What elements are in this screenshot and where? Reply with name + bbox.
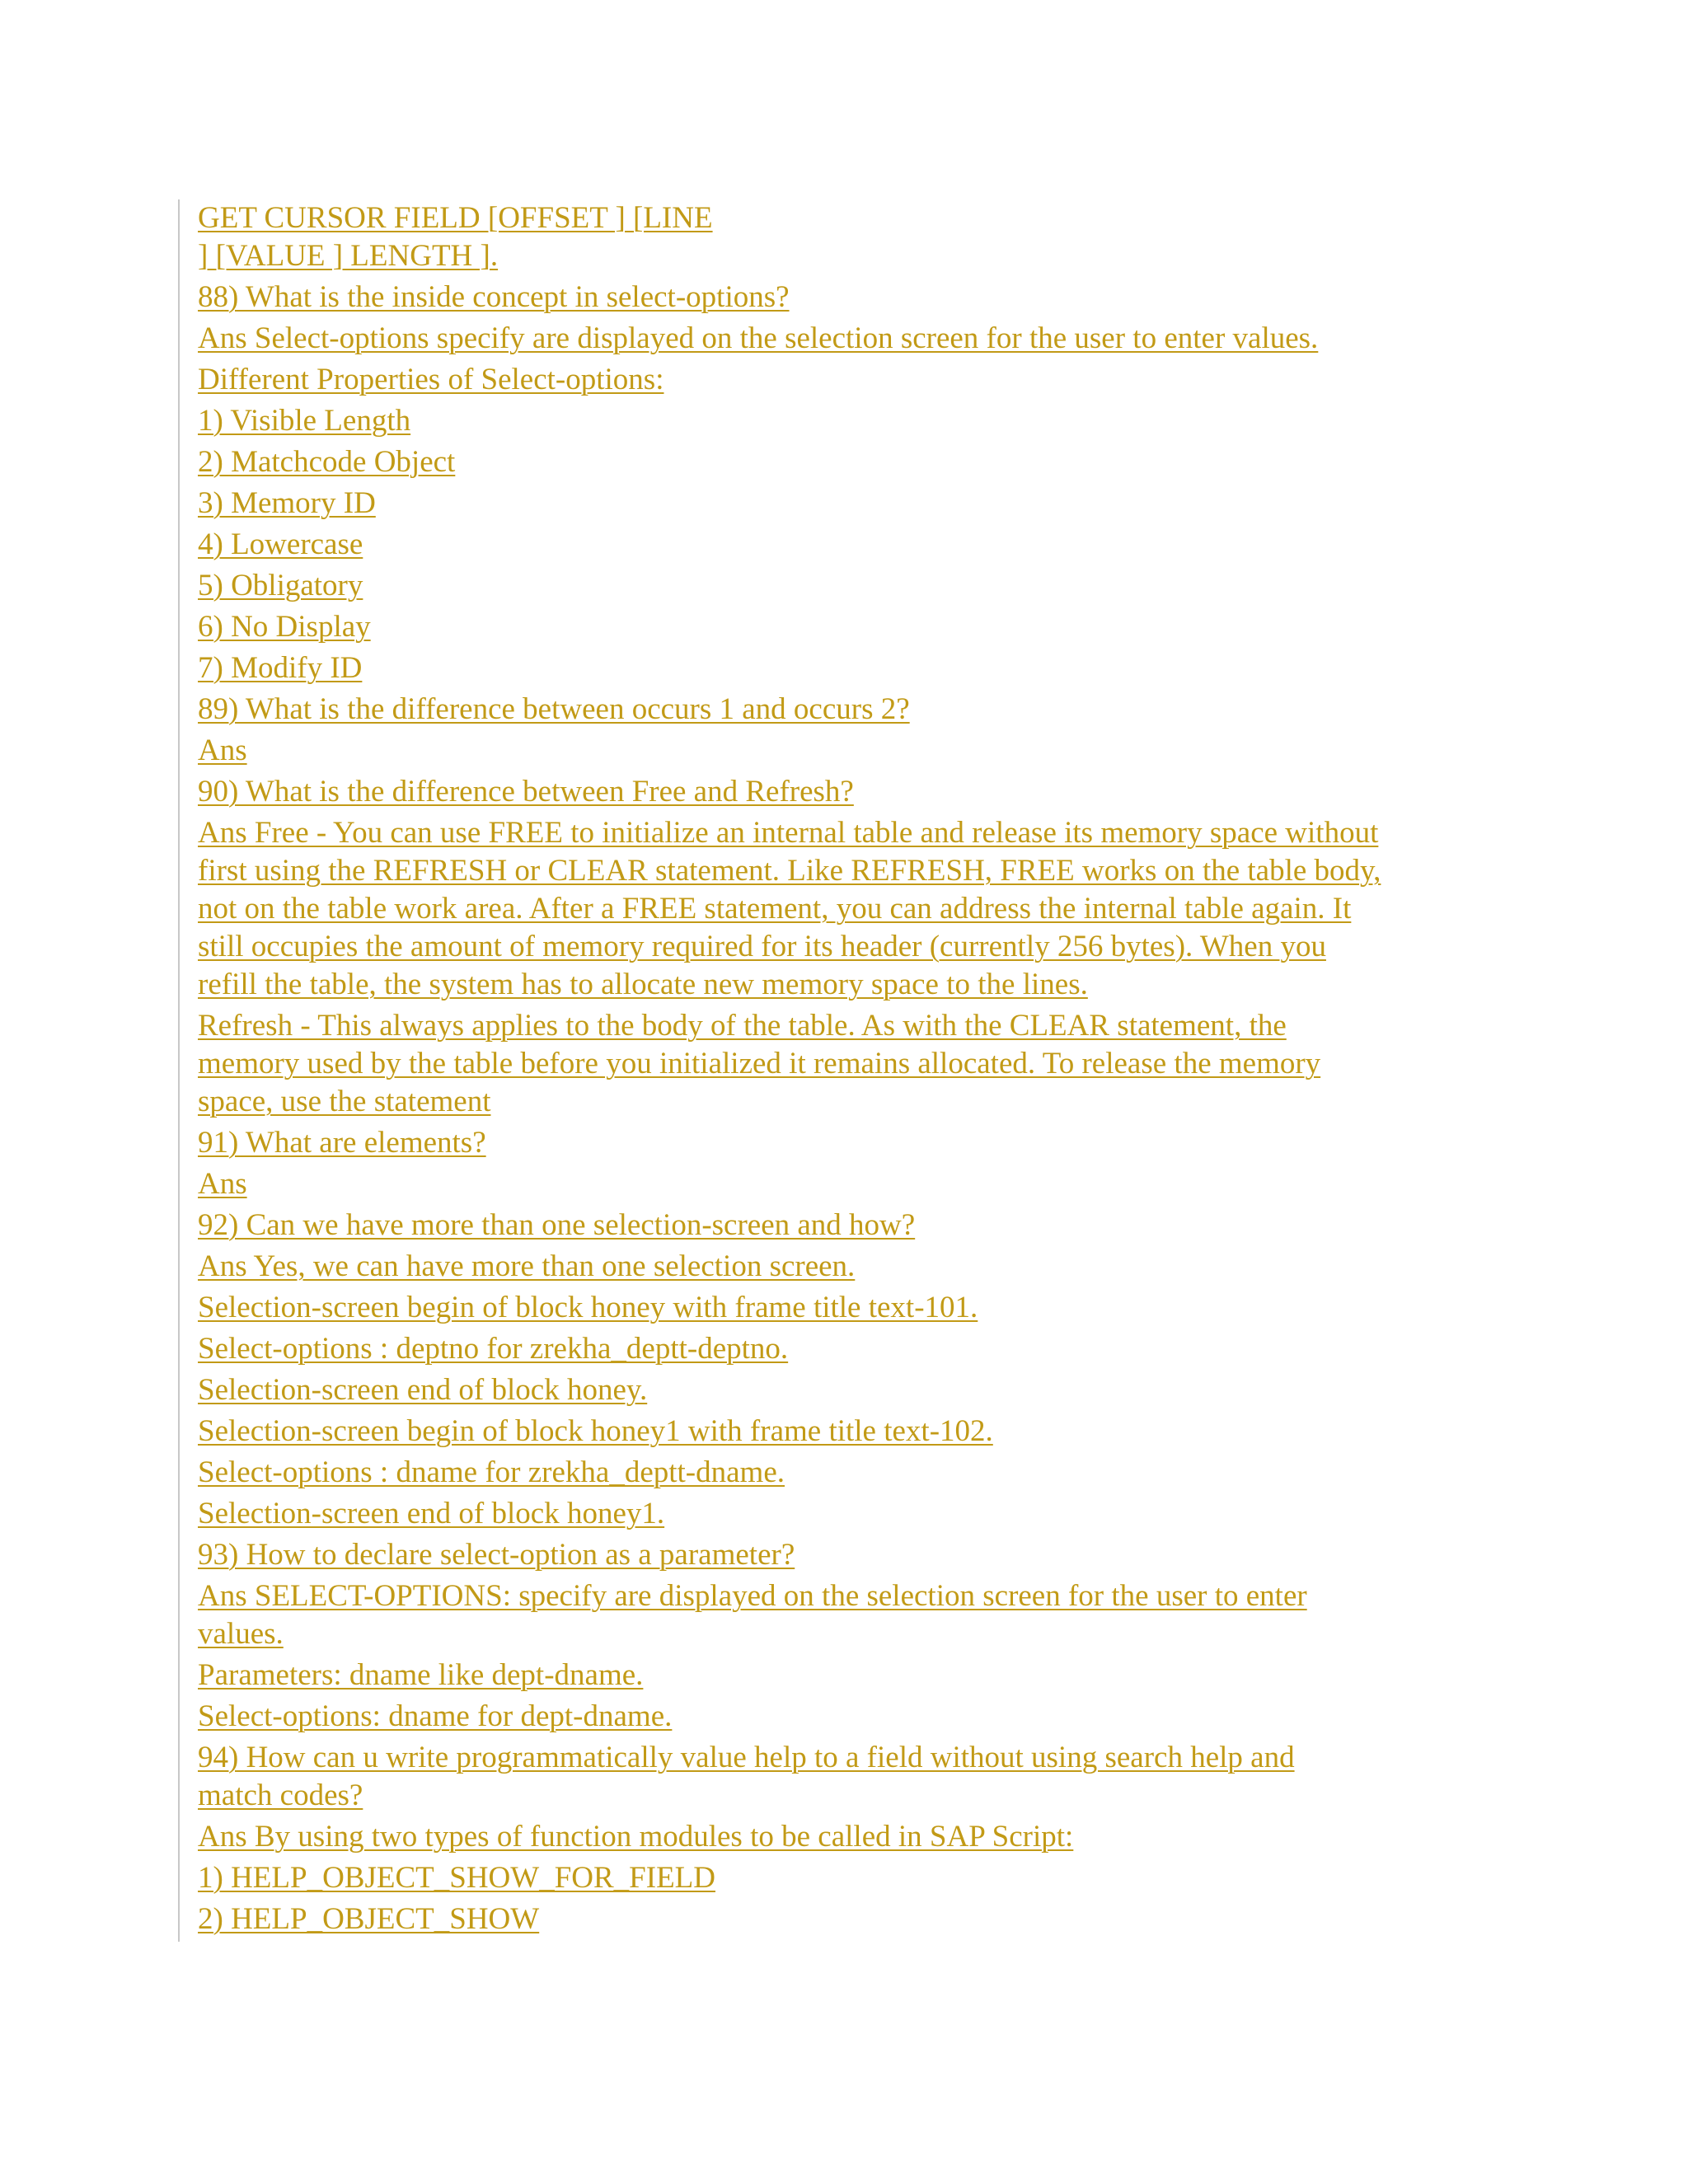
paragraph: [198, 1207, 1533, 1244]
link-text-line[interactable]: Refresh - This always applies to the body of the table. As with the CLEAR statement, the: [198, 1009, 1287, 1043]
link-text-line[interactable]: still occupies the amount of memory required for its header (currently 256 bytes). When you: [198, 930, 1326, 963]
paragraph: [198, 1698, 1533, 1736]
link-text-line[interactable]: GET CURSOR FIELD [OFFSET ] [LINE: [198, 201, 713, 235]
link-text-line[interactable]: 4) Lowercase: [198, 527, 363, 561]
link-text-line[interactable]: 92) Can we have more than one selection-screen and how?: [198, 1208, 916, 1242]
link-text-line[interactable]: Selection-screen begin of block honey with frame title text-101.: [198, 1291, 978, 1324]
link-text-line[interactable]: Selection-screen begin of block honey1 with frame title text-102.: [198, 1414, 993, 1448]
link-text-line[interactable]: Ans By using two types of function modules to be called in SAP Script:: [198, 1820, 1074, 1854]
link-text-line[interactable]: 91) What are elements?: [198, 1126, 486, 1160]
link-text-line[interactable]: 2) HELP_OBJECT_SHOW: [198, 1902, 540, 1936]
paragraph: [198, 1859, 1533, 1897]
link-text-line[interactable]: first using the REFRESH or CLEAR statement. Like REFRESH, FREE works on the table body,: [198, 854, 1381, 888]
link-text-line[interactable]: Select-options : deptno for zrekha_deptt-deptno.: [198, 1332, 789, 1366]
link-text-line[interactable]: 94) How can u write programmatically value help to a field without using search help and: [198, 1741, 1295, 1774]
paragraph: [198, 1657, 1533, 1694]
link-text-line[interactable]: 90) What is the difference between Free and Refresh?: [198, 775, 854, 808]
link-text-line[interactable]: not on the table work area. After a FREE statement, you can address the internal table again. It: [198, 892, 1352, 926]
link-text-line[interactable]: 5) Obligatory: [198, 569, 363, 602]
paragraph: [198, 773, 1533, 811]
link-text-line[interactable]: 6) No Display: [198, 610, 371, 644]
paragraph: [198, 1739, 1533, 1815]
link-text-line[interactable]: memory used by the table before you initialized it remains allocated. To release the memory: [198, 1047, 1321, 1080]
link-text-line[interactable]: Ans: [198, 733, 247, 767]
link-text-line[interactable]: 3) Memory ID: [198, 486, 376, 520]
link-text-line[interactable]: Ans Select-options specify are displayed on the selection screen for the user to enter values.: [198, 321, 1319, 355]
link-text-line[interactable]: Ans: [198, 1167, 247, 1201]
paragraph: [198, 320, 1533, 358]
link-text-line[interactable]: ] [VALUE ] LENGTH ].: [198, 239, 499, 273]
paragraph: [198, 402, 1533, 440]
paragraph: [198, 1007, 1533, 1121]
link-text-line[interactable]: Select-options: dname for dept-dname.: [198, 1699, 673, 1733]
link-text-line[interactable]: 2) Matchcode Object: [198, 445, 456, 479]
paragraph: [198, 1818, 1533, 1856]
link-text-line[interactable]: Different Properties of Select-options:: [198, 363, 664, 396]
paragraph: [198, 608, 1533, 646]
paragraph: [198, 691, 1533, 729]
paragraph: [198, 1536, 1533, 1574]
paragraph: [198, 814, 1533, 1004]
paragraph: [198, 199, 1533, 275]
link-text-line[interactable]: space, use the statement: [198, 1085, 491, 1118]
link-text-line[interactable]: Selection-screen end of block honey.: [198, 1373, 648, 1407]
link-text-line[interactable]: 7) Modify ID: [198, 651, 363, 685]
paragraph: [198, 361, 1533, 399]
link-text-line[interactable]: Ans Free - You can use FREE to initialize an internal table and release its memory space without: [198, 816, 1379, 850]
paragraph: [198, 1577, 1533, 1653]
paragraph: [198, 1165, 1533, 1203]
paragraph: [198, 1413, 1533, 1451]
paragraph: [198, 1330, 1533, 1368]
paragraph: [198, 1454, 1533, 1492]
link-text-line[interactable]: 93) How to declare select-option as a parameter?: [198, 1538, 795, 1572]
link-text-line[interactable]: Ans Yes, we can have more than one selection screen.: [198, 1249, 856, 1283]
document-body: [178, 199, 1533, 1942]
paragraph: [198, 567, 1533, 605]
paragraph: [198, 443, 1533, 481]
paragraph: [198, 526, 1533, 564]
paragraph: [198, 1900, 1533, 1938]
link-text-line[interactable]: 1) HELP_OBJECT_SHOW_FOR_FIELD: [198, 1861, 715, 1895]
paragraph: [198, 1371, 1533, 1409]
link-text-line[interactable]: refill the table, the system has to allocate new memory space to the lines.: [198, 968, 1088, 1001]
link-text-line[interactable]: 88) What is the inside concept in select-options?: [198, 280, 790, 314]
link-text-line[interactable]: Select-options : dname for zrekha_deptt-dname.: [198, 1455, 785, 1489]
link-text-line[interactable]: values.: [198, 1617, 284, 1651]
link-text-line[interactable]: Selection-screen end of block honey1.: [198, 1497, 665, 1530]
paragraph: [198, 1289, 1533, 1327]
paragraph: [198, 1248, 1533, 1286]
paragraph: [198, 1124, 1533, 1162]
paragraph: [198, 1495, 1533, 1533]
link-text-line[interactable]: Parameters: dname like dept-dname.: [198, 1658, 644, 1692]
link-text-line[interactable]: 89) What is the difference between occurs 1 and occurs 2?: [198, 692, 910, 726]
link-text-line[interactable]: match codes?: [198, 1779, 363, 1812]
paragraph: [198, 485, 1533, 523]
paragraph: [198, 732, 1533, 770]
paragraph: [198, 649, 1533, 687]
link-text-line[interactable]: 1) Visible Length: [198, 404, 411, 438]
paragraph: [198, 279, 1533, 316]
link-text-line[interactable]: Ans SELECT-OPTIONS: specify are displayed on the selection screen for the user to enter: [198, 1579, 1307, 1613]
